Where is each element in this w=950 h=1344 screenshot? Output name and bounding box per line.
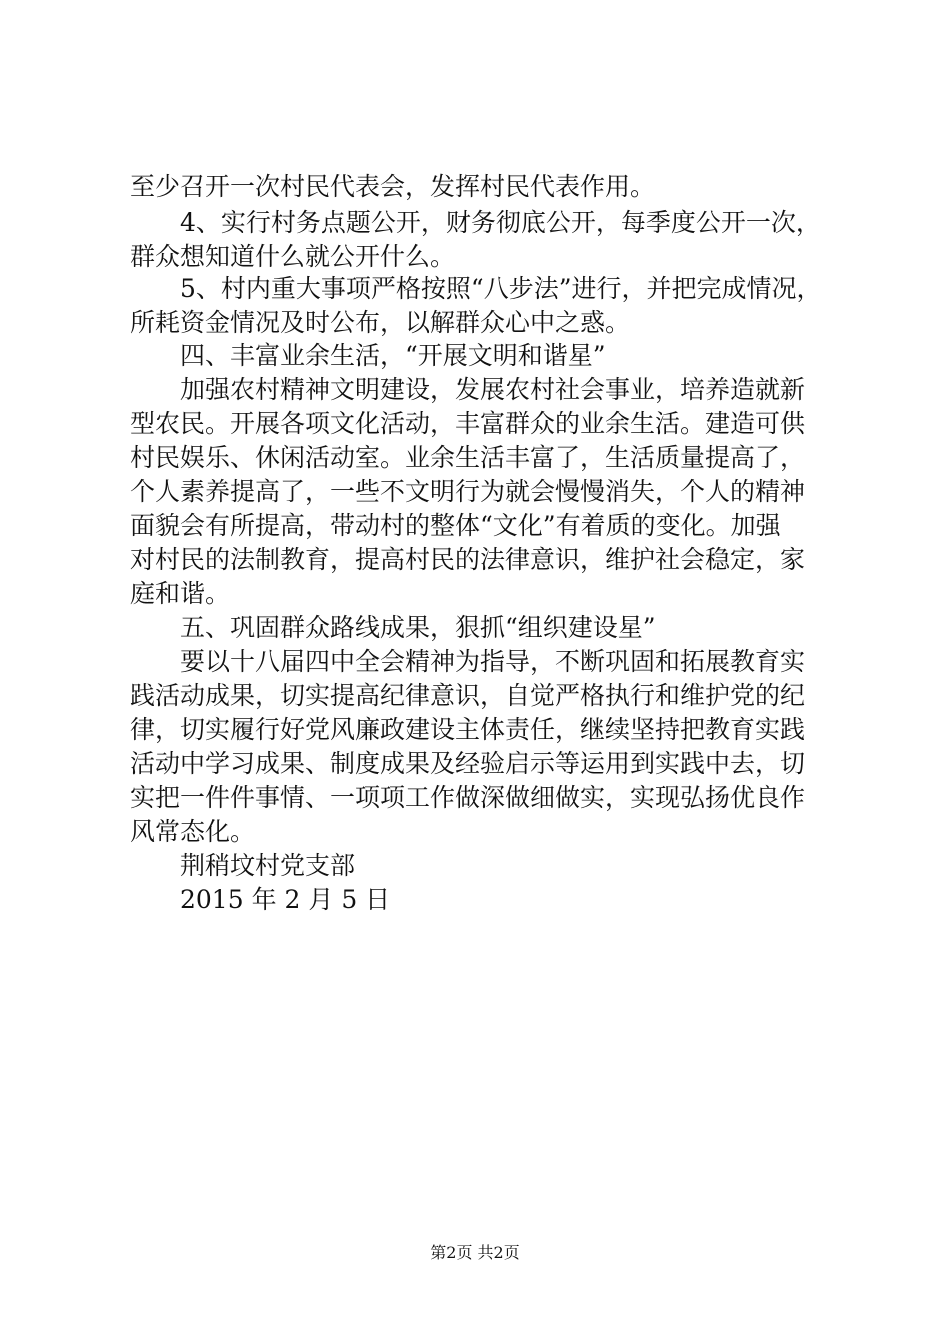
paragraph-line: 4、实行村务点题公开，财务彻底公开，每季度公开一次， — [180, 208, 821, 237]
section-heading: 五、巩固群众路线成果，狠抓“组织建设星” — [180, 613, 656, 642]
paragraph-line: 群众想知道什么就公开什么。 — [130, 242, 456, 271]
paragraph-line: 庭和谐。 — [130, 579, 231, 608]
signature-organization: 荆稍坟村党支部 — [180, 851, 356, 880]
paragraph-line: 律，切实履行好党风廉政建设主体责任，继续坚持把教育实践 — [130, 715, 806, 744]
paragraph-line: 至少召开一次村民代表会，发挥村民代表作用。 — [130, 172, 656, 201]
paragraph-line: 加强农村精神文明建设，发展农村社会事业，培养造就新 — [180, 375, 806, 404]
page-footer: 第2页 共2页 — [430, 1243, 520, 1262]
paragraph-line: 面貌会有所提高，带动村的整体“文化”有着质的变化。加强 — [130, 511, 781, 540]
paragraph-line: 要以十八届四中全会精神为指导，不断巩固和拓展教育实 — [180, 647, 806, 676]
paragraph-line: 5、村内重大事项严格按照“八步法”进行，并把完成情况， — [180, 274, 822, 303]
paragraph-line: 实把一件件事情、一项项工作做深做细做实，实现弘扬优良作 — [130, 783, 806, 812]
paragraph-line: 所耗资金情况及时公布，以解群众心中之惑。 — [130, 308, 631, 337]
paragraph-line: 型农民。开展各项文化活动，丰富群众的业余生活。建造可供 — [130, 409, 806, 438]
paragraph-line: 村民娱乐、休闲活动室。业余生活丰富了，生活质量提高了， — [130, 443, 806, 472]
paragraph-line: 活动中学习成果、制度成果及经验启示等运用到实践中去，切 — [130, 749, 806, 778]
paragraph-line: 风常态化。 — [130, 817, 256, 846]
paragraph-line: 践活动成果，切实提高纪律意识，自觉严格执行和维护党的纪 — [130, 681, 806, 710]
section-heading: 四、丰富业余生活，“开展文明和谐星” — [180, 341, 606, 370]
paragraph-line: 个人素养提高了，一些不文明行为就会慢慢消失，个人的精神 — [130, 477, 806, 506]
paragraph-line: 对村民的法制教育，提高村民的法律意识，维护社会稳定，家 — [130, 545, 806, 574]
signature-date: 2015 年 2 月 5 日 — [180, 885, 391, 914]
